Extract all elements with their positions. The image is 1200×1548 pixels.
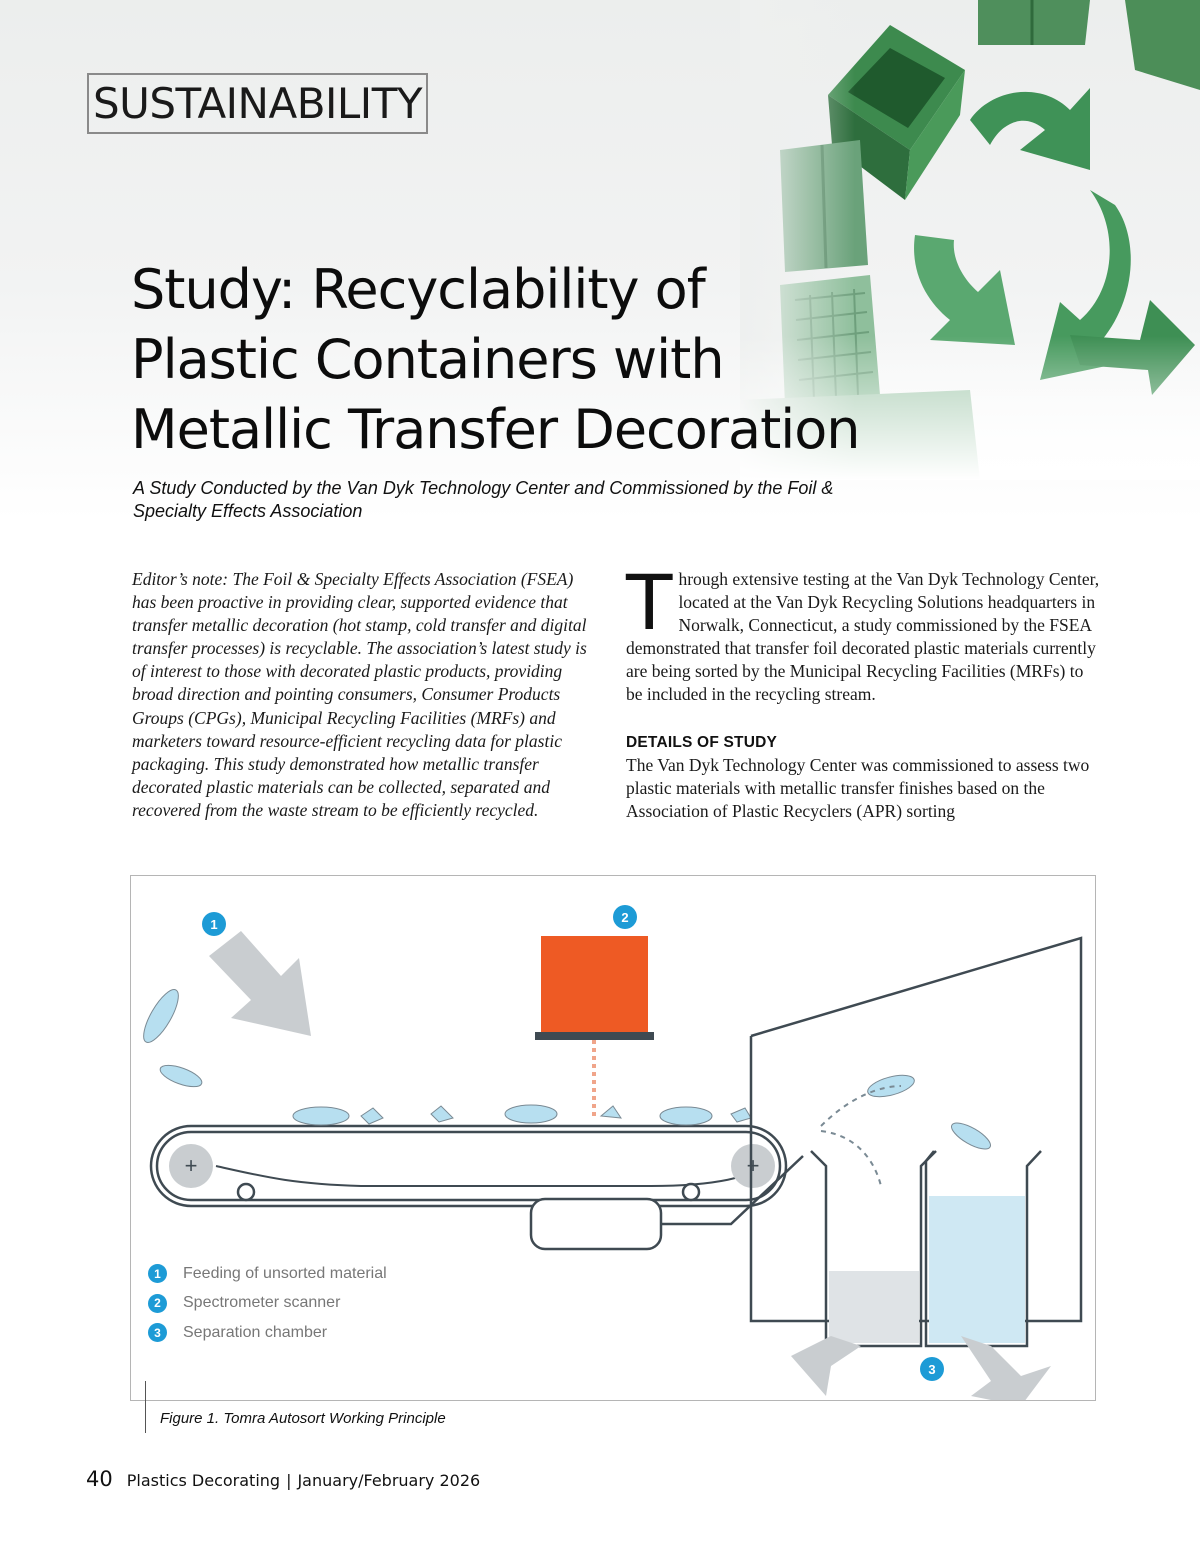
drop-cap: T bbox=[626, 558, 673, 647]
footer-separator: | bbox=[286, 1471, 292, 1490]
figure-caption: Figure 1. Tomra Autosort Working Principle bbox=[160, 1410, 446, 1427]
legend-item bbox=[148, 1289, 387, 1319]
publication-name: Plastics Decorating bbox=[126, 1471, 281, 1490]
editors-note: Editor’s note: The Foil & Specialty Effects Association (FSEA) has been proactive in providing clear, supported evidence that transfer metallic decoration (hot stamp, cold transfer and digital transfer processes) is recyclable. The association’s latest study is of interest to those with decorated plastic products, providing broad direction and pointing consumers, Consumer Products Groups (CPGs), Municipal Recycling Facilities (MRFs) and marketers toward resource-efficient recycling data for plastic packaging. This study demonstrated how metallic transfer decorated plastic materials can be collected, separated and recovered from the waste stream to be efficiently recycled. bbox=[132, 569, 587, 820]
legend-item bbox=[148, 1259, 387, 1289]
caption-rule bbox=[145, 1381, 146, 1433]
legend-item bbox=[148, 1318, 387, 1348]
figure-legend bbox=[148, 1259, 387, 1348]
legend-number: 1 bbox=[148, 1264, 167, 1283]
title-line: Metallic Transfer Decoration bbox=[131, 398, 860, 461]
legend-number: 3 bbox=[148, 1323, 167, 1342]
step-badge-3: 3 bbox=[920, 1357, 944, 1381]
svg-text:+: + bbox=[746, 1153, 760, 1178]
feed-arrow-icon bbox=[209, 931, 311, 1036]
article-subtitle: A Study Conducted by the Van Dyk Technology Center and Commissioned by the Foil & Specialty Effects Association bbox=[133, 478, 834, 521]
legend-number: 2 bbox=[148, 1294, 167, 1313]
air-compressor bbox=[531, 1199, 661, 1249]
title-line: Plastic Containers with bbox=[131, 328, 724, 391]
issue-date: January/February 2026 bbox=[297, 1471, 481, 1490]
article-title bbox=[131, 255, 931, 465]
pulley-icon bbox=[169, 1144, 213, 1188]
figure-frame bbox=[130, 875, 1096, 1401]
section-heading: DETAILS OF STUDY bbox=[626, 733, 778, 751]
step-badge-1: 1 bbox=[202, 912, 226, 936]
legend-label: Separation chamber bbox=[183, 1323, 328, 1341]
title-line: Study: Recyclability of bbox=[131, 258, 705, 321]
step-badge-2: 2 bbox=[613, 905, 637, 929]
section-paragraph: The Van Dyk Technology Center was commissioned to assess two plastic materials with metallic transfer finishes based on the Association of Plastic Recyclers (APR) sorting bbox=[626, 754, 1090, 821]
page-number: 40 bbox=[86, 1467, 113, 1491]
pulley-icon bbox=[731, 1144, 775, 1188]
legend-label: Feeding of unsorted material bbox=[183, 1264, 387, 1282]
legend-label: Spectrometer scanner bbox=[183, 1294, 341, 1312]
section-label: SUSTAINABILITY bbox=[87, 73, 428, 134]
page-footer bbox=[86, 1467, 480, 1491]
svg-text:+: + bbox=[184, 1153, 198, 1178]
intro-paragraph bbox=[626, 558, 1100, 707]
article-body bbox=[626, 558, 1100, 823]
spectrometer-scanner bbox=[535, 936, 654, 1116]
intro-text: hrough extensive testing at the Van Dyk Technology Center, located at the Van Dyk Recycling Solutions headquarters in Norwalk, Connecticut, a study commissioned by the FSEA demonstrated that transfer foil decorated plastic materials currently are being sorted by the Municipal Recycling Facilities (MRFs) to be included in the recycling stream. bbox=[626, 569, 1100, 705]
